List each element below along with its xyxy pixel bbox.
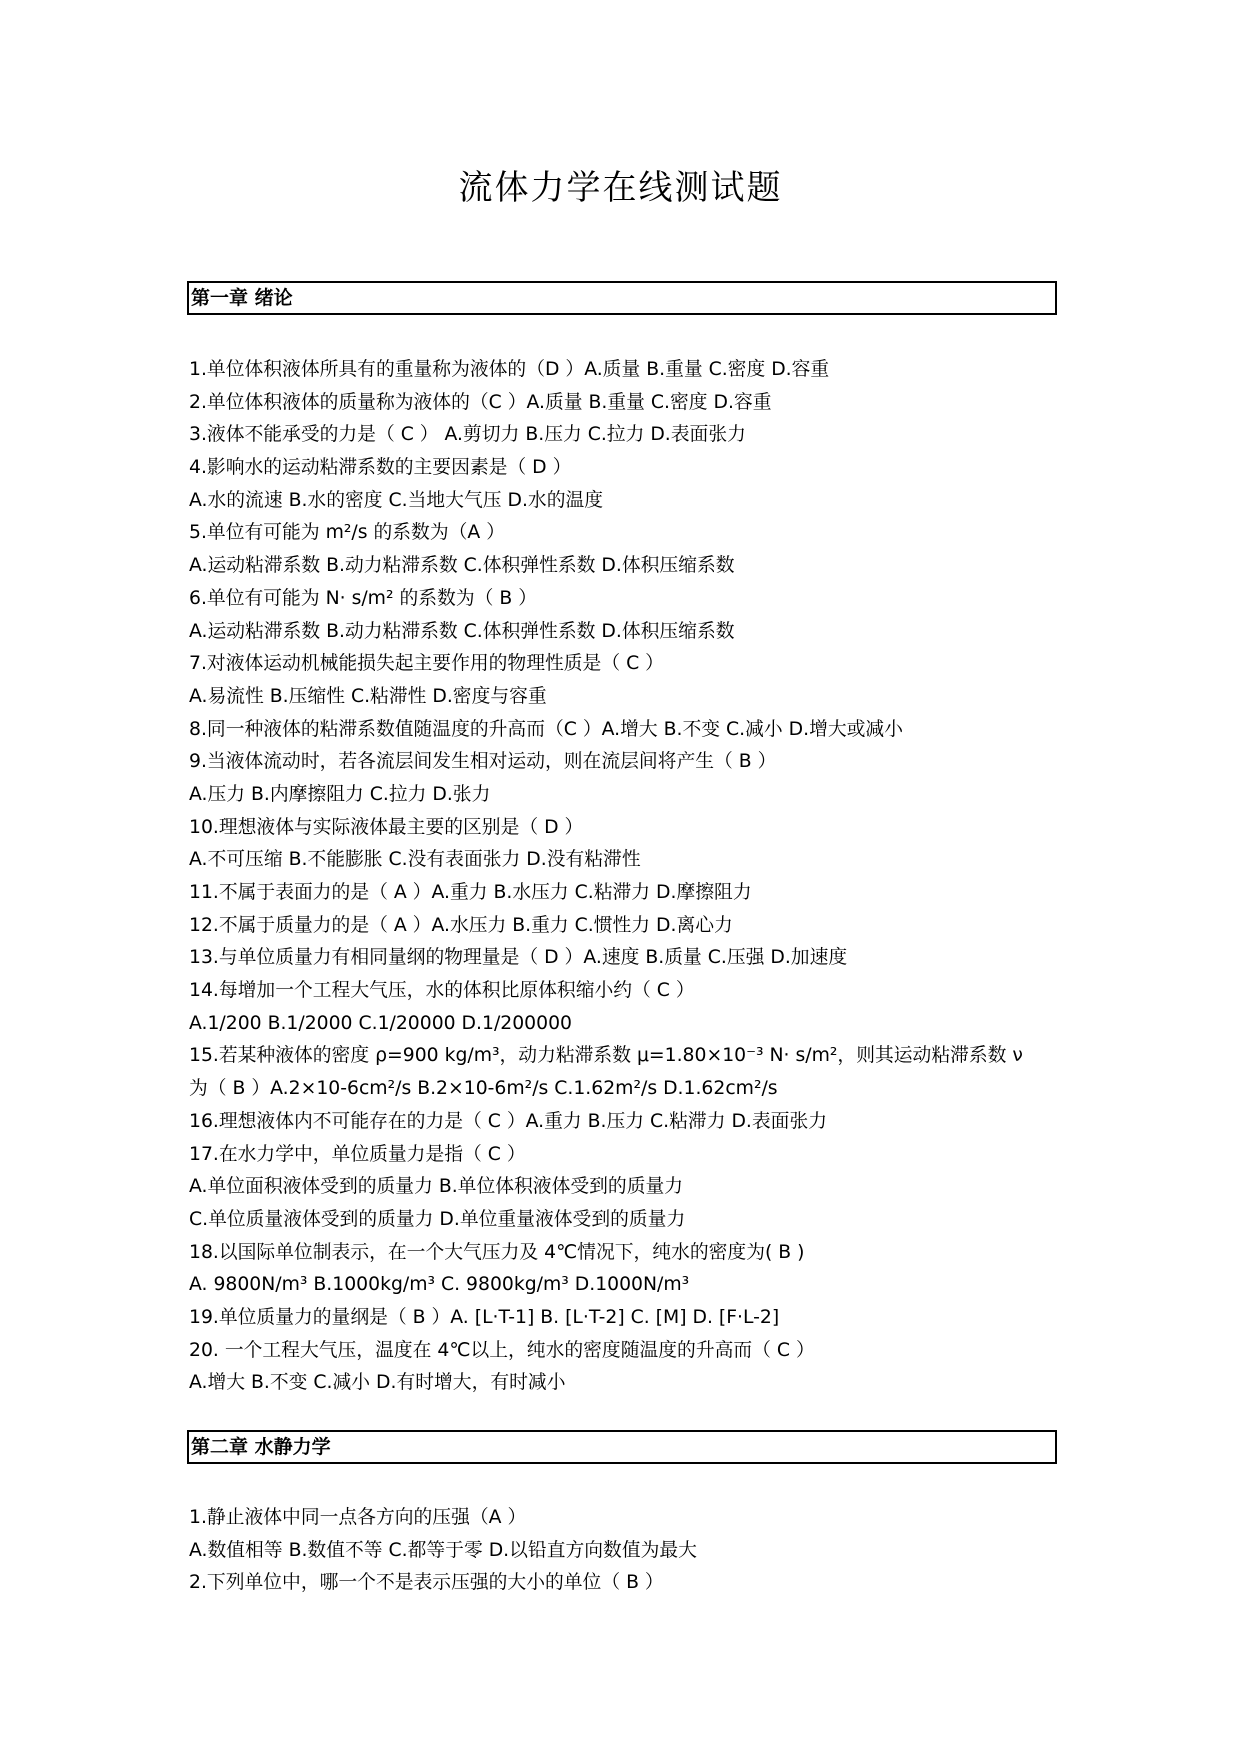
- question-line: 9.当液体流动时，若各流层间发生相对运动，则在流层间将产生（ B ）: [189, 751, 777, 773]
- question-line: A.单位面积液体受到的质量力 B.单位体积液体受到的质量力: [189, 1176, 684, 1198]
- chapter-2-questions: [189, 1502, 1069, 1600]
- question-line: 20. 一个工程大气压，温度在 4℃以上，纯水的密度随温度的升高而（ C ）: [189, 1339, 815, 1361]
- question-line: 16.理想液体内不可能存在的力是（ C ）A.重力 B.压力 C.粘滞力 D.表面张力: [189, 1110, 828, 1132]
- question-line: 11.不属于表面力的是（ A ）A.重力 B.水压力 C.粘滞力 D.摩擦阻力: [189, 882, 752, 903]
- question-line: 8.同一种液体的粘滞系数值随温度的升高而（C ）A.增大 B.不变 C.减小 D.增大或减小: [189, 718, 903, 740]
- chapter-heading: 第一章 绪论: [187, 281, 1057, 315]
- question-line: 2.下列单位中，哪一个不是表示压强的大小的单位（ B ）: [189, 1572, 664, 1594]
- question-line: A.运动粘滞系数 B.动力粘滞系数 C.体积弹性系数 D.体积压缩系数: [189, 555, 735, 577]
- question-line: 为（ B ）A.2×10-6cm²/s B.2×10-6m²/s C.1.62m²/s D.1.62cm²/s: [189, 1078, 778, 1100]
- question-line: 5.单位有可能为 m²/s 的系数为（A ）: [189, 522, 505, 544]
- question-line: A.1/200 B.1/2000 C.1/20000 D.1/200000: [189, 1012, 572, 1034]
- question-line: 1.单位体积液体所具有的重量称为液体的（D ）A.质量 B.重量 C.密度 D.容重: [189, 359, 830, 380]
- question-line: 6.单位有可能为 N· s/m² 的系数为（ B ）: [189, 587, 537, 609]
- chapter-1-questions: [189, 354, 1069, 1400]
- question-line: 12.不属于质量力的是（ A ）A.水压力 B.重力 C.惯性力 D.离心力: [189, 914, 733, 936]
- question-line: 17.在水力学中，单位质量力是指（ C ）: [189, 1143, 526, 1165]
- question-line: 2.单位体积液体的质量称为液体的（C ）A.质量 B.重量 C.密度 D.容重: [189, 391, 772, 413]
- question-line: A.运动粘滞系数 B.动力粘滞系数 C.体积弹性系数 D.体积压缩系数: [189, 620, 735, 642]
- question-line: A. 9800N/m³ B.1000kg/m³ C. 9800kg/m³ D.1000N/m³: [189, 1274, 690, 1296]
- page-title: 流体力学在线测试题: [458, 168, 783, 208]
- question-line: 1.静止液体中同一点各方向的压强（A ）: [189, 1507, 527, 1528]
- question-line: A.水的流速 B.水的密度 C.当地大气压 D.水的温度: [189, 489, 604, 511]
- question-line: 14.每增加一个工程大气压，水的体积比原体积缩小约（ C ）: [189, 980, 695, 1002]
- question-line: C.单位质量液体受到的质量力 D.单位重量液体受到的质量力: [189, 1208, 686, 1230]
- question-line: 10.理想液体与实际液体最主要的区别是（ D ）: [189, 816, 584, 838]
- question-line: 15.若某种液体的密度 ρ=900 kg/m³，动力粘滞系数 μ=1.80×10⁻³ N· s/m²，则其运动粘滞系数 ν: [189, 1045, 1023, 1067]
- question-line: 7.对液体运动机械能损失起主要作用的物理性质是（ C ）: [189, 653, 664, 675]
- question-line: 4.影响水的运动粘滞系数的主要因素是（ D ）: [189, 457, 572, 479]
- chapter-heading: 第二章 水静力学: [187, 1430, 1057, 1464]
- question-line: 19.单位质量力的量纲是（ B ）A. [L·T-1] B. [L·T-2] C. [M] D. [F·L-2]: [189, 1306, 780, 1328]
- question-line: A.数值相等 B.数值不等 C.都等于零 D.以铅直方向数值为最大: [189, 1539, 697, 1561]
- question-line: A.易流性 B.压缩性 C.粘滞性 D.密度与容重: [189, 685, 547, 707]
- question-line: A.不可压缩 B.不能膨胀 C.没有表面张力 D.没有粘滞性: [189, 849, 641, 871]
- question-line: 13.与单位质量力有相同量纲的物理量是（ D ）A.速度 B.质量 C.压强 D.加速度: [189, 947, 848, 969]
- question-line: A.压力 B.内摩擦阻力 C.拉力 D.张力: [189, 783, 491, 805]
- question-line: A.增大 B.不变 C.减小 D.有时增大，有时减小: [189, 1372, 566, 1394]
- question-line: 3.液体不能承受的力是（ C ） A.剪切力 B.压力 C.拉力 D.表面张力: [189, 424, 746, 446]
- question-line: 18.以国际单位制表示，在一个大气压力及 4℃情况下，纯水的密度为( B ): [189, 1241, 805, 1263]
